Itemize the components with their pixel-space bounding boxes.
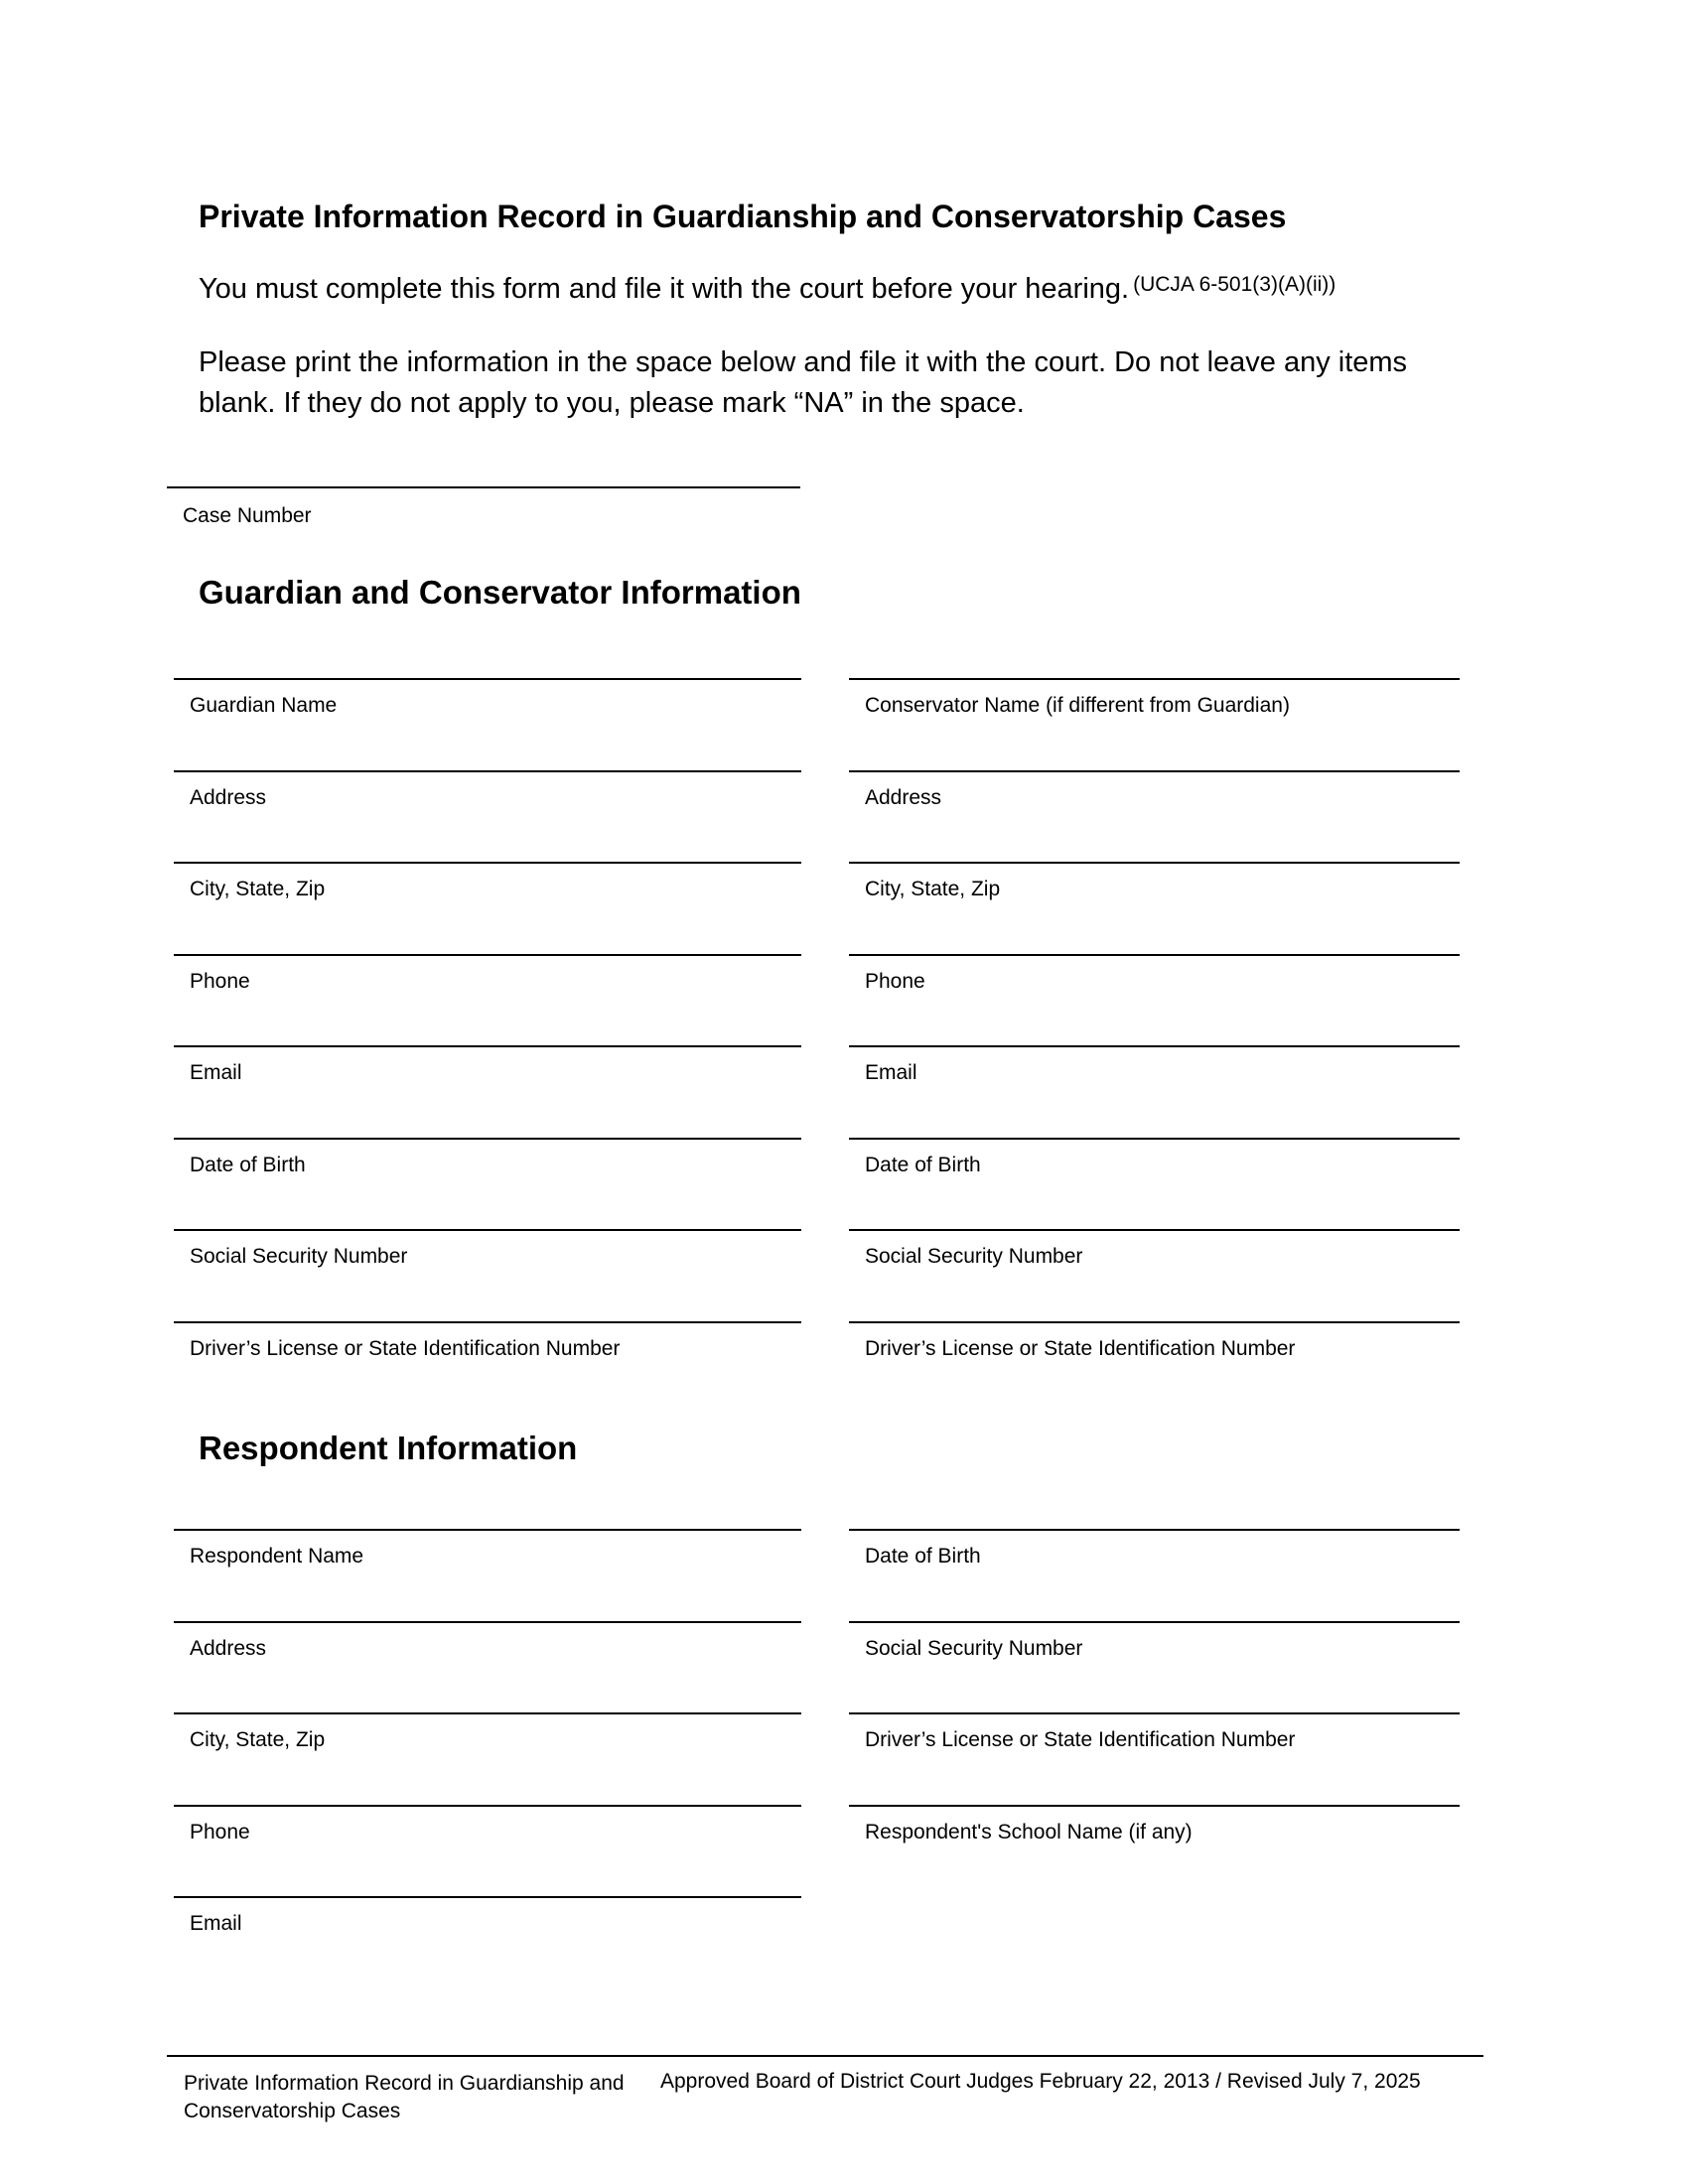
respondent-line — [174, 1896, 801, 1898]
intro-sentence: You must complete this form and file it with the court before your hearing. — [199, 273, 1130, 305]
conservator-social-security-number-label: Social Security Number — [865, 1245, 1083, 1268]
guardian-city-state-zip-input[interactable] — [190, 828, 787, 856]
respondent-right-respondent-s-school-name-if-any-input[interactable] — [865, 1771, 1446, 1799]
guardian-guardian-name-label: Guardian Name — [190, 694, 338, 717]
guardian-line — [174, 862, 801, 864]
respondent-line — [174, 1805, 801, 1807]
respondent-right-line — [849, 1712, 1460, 1714]
respondent-right-social-security-number-label: Social Security Number — [865, 1636, 1083, 1660]
conservator-line — [849, 678, 1460, 680]
guardian-line — [174, 954, 801, 956]
conservator-phone-label: Phone — [865, 969, 925, 993]
footer-rule — [167, 2055, 1483, 2057]
conservator-line — [849, 1321, 1460, 1323]
conservator-line — [849, 1138, 1460, 1140]
conservator-line — [849, 954, 1460, 956]
respondent-city-state-zip-label: City, State, Zip — [190, 1728, 326, 1751]
rule-citation: (UCJA 6-501(3)(A)(ii)) — [1133, 273, 1336, 296]
respondent-right-line — [849, 1529, 1460, 1531]
conservator-city-state-zip-input[interactable] — [865, 828, 1446, 856]
respondent-line — [174, 1621, 801, 1623]
respondent-right-social-security-number-input[interactable] — [865, 1587, 1446, 1615]
respondent-right-driver-s-license-or-state-identification-number-input[interactable] — [865, 1679, 1446, 1706]
conservator-date-of-birth-label: Date of Birth — [865, 1153, 981, 1176]
guardian-line — [174, 770, 801, 772]
page-title: Private Information Record in Guardianship and Conservatorship Cases — [199, 199, 1287, 234]
respondent-phone-input[interactable] — [190, 1771, 787, 1799]
respondent-right-line — [849, 1621, 1460, 1623]
conservator-date-of-birth-input[interactable] — [865, 1104, 1446, 1132]
conservator-driver-s-license-or-state-identification-number-label: Driver’s License or State Identification Number — [865, 1336, 1296, 1360]
guardian-email-label: Email — [190, 1061, 242, 1084]
guardian-line — [174, 678, 801, 680]
footer-approval: Approved Board of District Court Judges February 22, 2013 / Revised July 7, 2025 — [660, 2070, 1421, 2093]
guardian-date-of-birth-input[interactable] — [190, 1104, 787, 1132]
respondent-address-input[interactable] — [190, 1587, 787, 1615]
conservator-conservator-name-if-different-from-guardian-label: Conservator Name (if different from Guardian) — [865, 694, 1290, 717]
respondent-city-state-zip-input[interactable] — [190, 1679, 787, 1706]
respondent-right-date-of-birth-label: Date of Birth — [865, 1545, 981, 1568]
guardian-line — [174, 1138, 801, 1140]
respondent-address-label: Address — [190, 1636, 267, 1660]
conservator-social-security-number-input[interactable] — [865, 1195, 1446, 1223]
conservator-line — [849, 1045, 1460, 1047]
guardian-phone-input[interactable] — [190, 920, 787, 948]
guardian-social-security-number-label: Social Security Number — [190, 1245, 408, 1268]
respondent-respondent-name-label: Respondent Name — [190, 1545, 364, 1568]
respondent-right-driver-s-license-or-state-identification-number-label: Driver’s License or State Identification Number — [865, 1728, 1296, 1751]
conservator-line — [849, 1229, 1460, 1231]
conservator-address-input[interactable] — [865, 737, 1446, 764]
conservator-email-input[interactable] — [865, 1012, 1446, 1039]
conservator-address-label: Address — [865, 785, 942, 809]
guardian-phone-label: Phone — [190, 969, 250, 993]
respondent-right-respondent-s-school-name-if-any-label: Respondent's School Name (if any) — [865, 1820, 1193, 1843]
guardian-line — [174, 1321, 801, 1323]
guardian-email-input[interactable] — [190, 1012, 787, 1039]
respondent-section-heading: Respondent Information — [199, 1430, 578, 1466]
conservator-line — [849, 862, 1460, 864]
respondent-right-line — [849, 1805, 1460, 1807]
respondent-line — [174, 1712, 801, 1714]
intro-text — [199, 273, 1336, 306]
conservator-phone-input[interactable] — [865, 920, 1446, 948]
case-number-label: Case Number — [183, 504, 312, 527]
guardian-line — [174, 1229, 801, 1231]
conservator-city-state-zip-label: City, State, Zip — [865, 878, 1001, 900]
respondent-line — [174, 1529, 801, 1531]
guardian-city-state-zip-label: City, State, Zip — [190, 878, 326, 900]
guardian-driver-s-license-or-state-identification-number-input[interactable] — [190, 1288, 787, 1315]
conservator-email-label: Email — [865, 1061, 917, 1084]
guardian-section-heading: Guardian and Conservator Information — [199, 574, 801, 611]
conservator-driver-s-license-or-state-identification-number-input[interactable] — [865, 1288, 1446, 1315]
conservator-line — [849, 770, 1460, 772]
guardian-address-label: Address — [190, 785, 267, 809]
case-number-line — [167, 486, 800, 488]
guardian-driver-s-license-or-state-identification-number-label: Driver’s License or State Identification Number — [190, 1336, 621, 1360]
guardian-address-input[interactable] — [190, 737, 787, 764]
guardian-date-of-birth-label: Date of Birth — [190, 1153, 306, 1176]
respondent-phone-label: Phone — [190, 1820, 250, 1843]
guardian-line — [174, 1045, 801, 1047]
case-number-input[interactable] — [184, 455, 779, 482]
footer-form-name: Private Information Record in Guardianship and Conservatorship Cases — [184, 2072, 625, 2122]
guardian-social-security-number-input[interactable] — [190, 1195, 787, 1223]
respondent-email-label: Email — [190, 1912, 242, 1935]
respondent-email-input[interactable] — [190, 1862, 787, 1890]
instructions-text: Please print the information in the space below and file it with the court. Do not leave any items blank. If they do not apply to you, please mark “NA” in the space. — [199, 346, 1408, 419]
